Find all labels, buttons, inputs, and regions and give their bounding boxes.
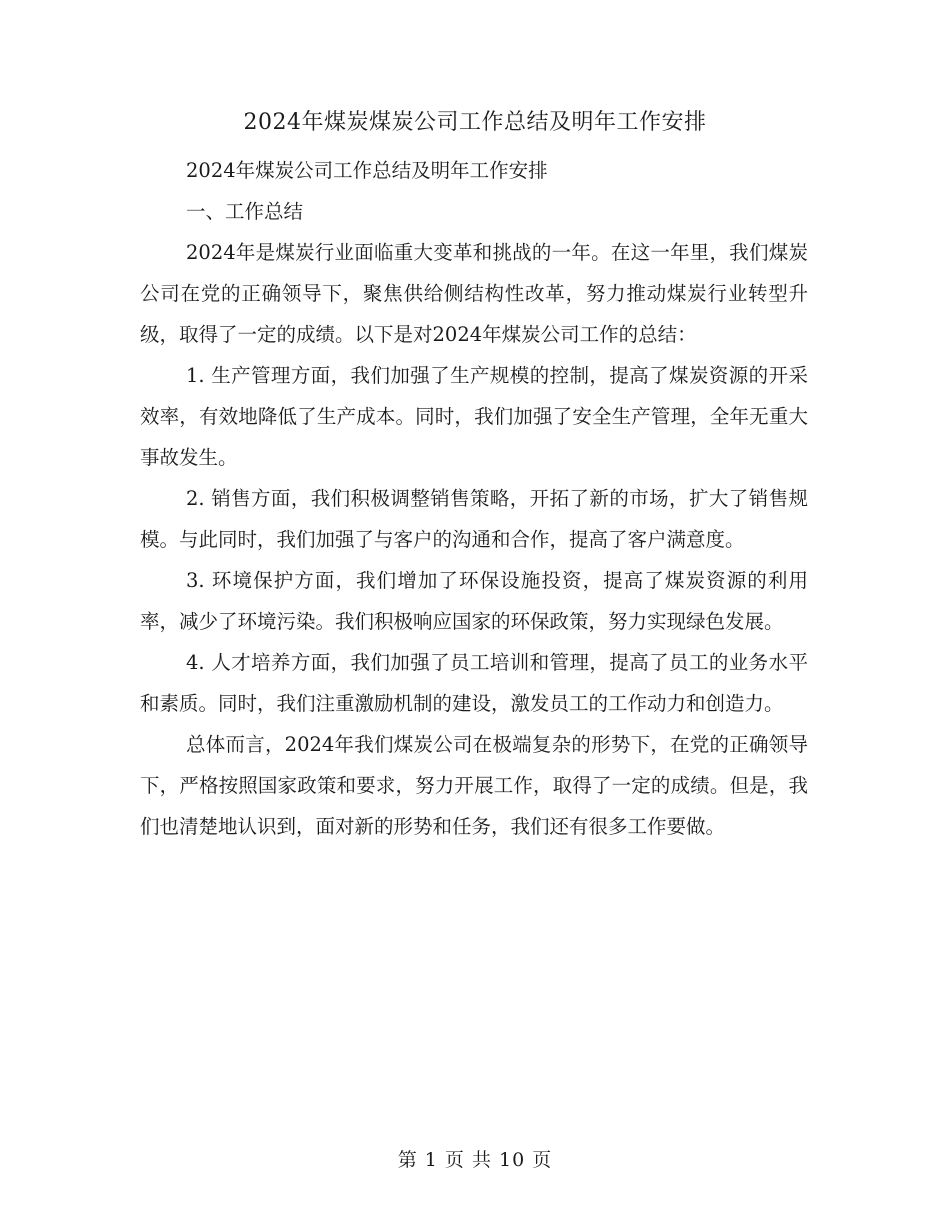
- item-environment-paragraph: 3. 环境保护方面，我们增加了环保设施投资，提高了煤炭资源的利用率，减少了环境污染。我们积极响应国家的环保政策，努力实现绿色发展。: [140, 569, 808, 633]
- item-talent-paragraph: 4. 人才培养方面，我们加强了员工培训和管理，提高了员工的业务水平和素质。同时，我们注重激励机制的建设，激发员工的工作动力和创造力。: [140, 651, 808, 715]
- section-heading: 一、工作总结: [186, 200, 304, 223]
- summary-paragraph: 总体而言，2024年我们煤炭公司在极端复杂的形势下，在党的正确领导下，严格按照国家政策和要求，努力开展工作，取得了一定的成绩。但是，我们也清楚地认识到，面对新的形势和任务，我们还有很多工作要做。: [140, 733, 808, 838]
- page-number-footer: 第 1 页 共 10 页: [397, 1149, 553, 1171]
- document-title: 2024年煤炭煤炭公司工作总结及明年工作安排: [243, 110, 707, 135]
- document-body: [140, 150, 808, 847]
- item-sales-paragraph: 2. 销售方面，我们积极调整销售策略，开拓了新的市场，扩大了销售规模。与此同时，我们加强了与客户的沟通和合作，提高了客户满意度。: [140, 487, 808, 551]
- subtitle-paragraph: 2024年煤炭公司工作总结及明年工作安排: [186, 159, 548, 182]
- item-production-paragraph: 1. 生产管理方面，我们加强了生产规模的控制，提高了煤炭资源的开采效率，有效地降低了生产成本。同时，我们加强了安全生产管理，全年无重大事故发生。: [140, 364, 808, 469]
- intro-paragraph: 2024年是煤炭行业面临重大变革和挑战的一年。在这一年里，我们煤炭公司在党的正确领导下，聚焦供给侧结构性改革，努力推动煤炭行业转型升级，取得了一定的成绩。以下是对2024年煤炭公司工作的总结：: [140, 241, 808, 346]
